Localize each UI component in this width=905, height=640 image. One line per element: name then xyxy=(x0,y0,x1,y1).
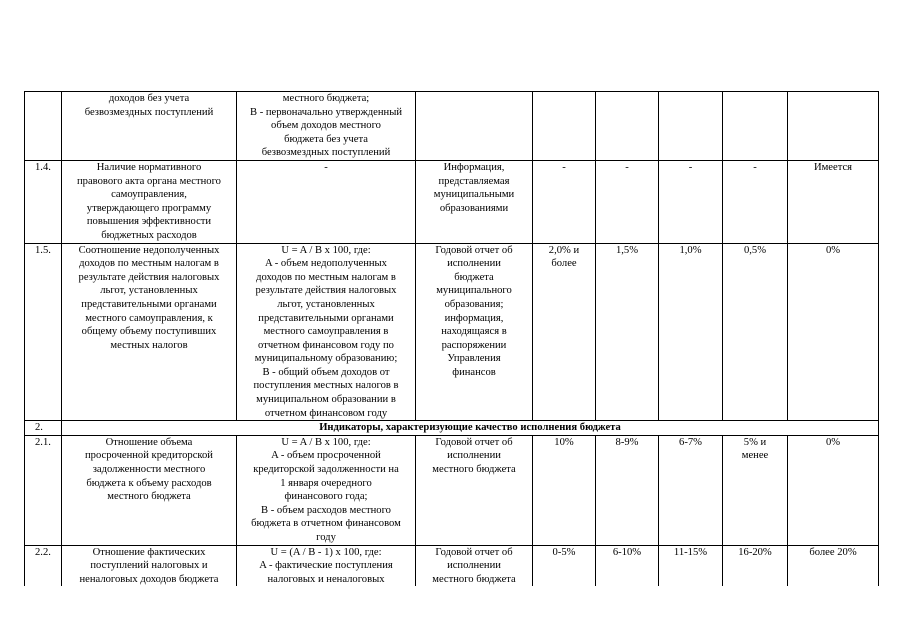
cell-source: Годовой отчет об исполнении местного бюджета xyxy=(416,435,533,545)
cell-formula: U = A / B x 100, где: A - объем недополученных доходов по местным налогам в результате действия налоговых льгот, установленных представительными органами местного самоуправления в отчетном финансовом году по муниципальному образованию; B - общий объем доходов от поступления местных налогов в муниципальном образовании в отчетном финансовом году xyxy=(237,243,416,421)
cell-formula: U = A / B x 100, где: A - объем просроченной кредиторской задолженности на 1 января очередного финансового года; B - объем расходов местного бюджета в отчетном финансовом году xyxy=(237,435,416,545)
cell-v2: 8-9% xyxy=(596,435,659,545)
cell-name: Соотношение недополученных доходов по местным налогам в результате действия налоговых льгот, установленных представительными органами местного самоуправления, к общему объему поступивших местных налогов xyxy=(62,243,237,421)
cell-v3: 11-15% xyxy=(659,545,723,586)
cell-v5: Имеется xyxy=(788,160,879,243)
cell-v1: 0-5% xyxy=(533,545,596,586)
section-row xyxy=(25,421,879,436)
table-row xyxy=(25,92,879,161)
cell-source: Информация, представляемая муниципальными образованиями xyxy=(416,160,533,243)
cell-v4 xyxy=(723,92,788,161)
cell-source: Годовой отчет об исполнении местного бюджета xyxy=(416,545,533,586)
cell-v1: 2,0% и более xyxy=(533,243,596,421)
cell-name: доходов без учета безвозмездных поступлений xyxy=(62,92,237,161)
cell-v4: - xyxy=(723,160,788,243)
cell-v3 xyxy=(659,92,723,161)
section-title: Индикаторы, характеризующие качество исполнения бюджета xyxy=(62,421,879,436)
cell-v3: 1,0% xyxy=(659,243,723,421)
cell-v4: 16-20% xyxy=(723,545,788,586)
cell-num: 2.1. xyxy=(25,435,62,545)
indicators-table xyxy=(24,91,879,586)
cell-v2: 1,5% xyxy=(596,243,659,421)
cell-v2: - xyxy=(596,160,659,243)
cell-v1: 10% xyxy=(533,435,596,545)
cell-v5: 0% xyxy=(788,243,879,421)
cell-num: 1.4. xyxy=(25,160,62,243)
cell-num: 1.5. xyxy=(25,243,62,421)
cell-v5: 0% xyxy=(788,435,879,545)
cell-v3: 6-7% xyxy=(659,435,723,545)
table-row xyxy=(25,243,879,421)
cell-source: Годовой отчет об исполнении бюджета муниципального образования; информация, находящаяся в распоряжении Управления финансов xyxy=(416,243,533,421)
table-row xyxy=(25,435,879,545)
cell-num xyxy=(25,92,62,161)
cell-formula: - xyxy=(237,160,416,243)
cell-name: Отношение объема просроченной кредиторской задолженности местного бюджета к объему расходов местного бюджета xyxy=(62,435,237,545)
cell-source xyxy=(416,92,533,161)
table-row xyxy=(25,545,879,586)
cell-formula: местного бюджета; B - первоначально утвержденный объем доходов местного бюджета без учета безвозмездных поступлений xyxy=(237,92,416,161)
cell-v4: 0,5% xyxy=(723,243,788,421)
cell-formula: U = (A / B - 1) x 100, где: A - фактические поступления налоговых и неналоговых xyxy=(237,545,416,586)
cell-v5 xyxy=(788,92,879,161)
cell-v2: 6-10% xyxy=(596,545,659,586)
cell-v3: - xyxy=(659,160,723,243)
cell-v1 xyxy=(533,92,596,161)
cell-v4: 5% и менее xyxy=(723,435,788,545)
cell-v1: - xyxy=(533,160,596,243)
cell-name: Отношение фактических поступлений налоговых и неналоговых доходов бюджета xyxy=(62,545,237,586)
cell-name: Наличие нормативного правового акта органа местного самоуправления, утверждающего программу повышения эффективности бюджетных расходов xyxy=(62,160,237,243)
cell-v2 xyxy=(596,92,659,161)
table-row xyxy=(25,160,879,243)
section-number: 2. xyxy=(25,421,62,436)
cell-num: 2.2. xyxy=(25,545,62,586)
cell-v5: более 20% xyxy=(788,545,879,586)
